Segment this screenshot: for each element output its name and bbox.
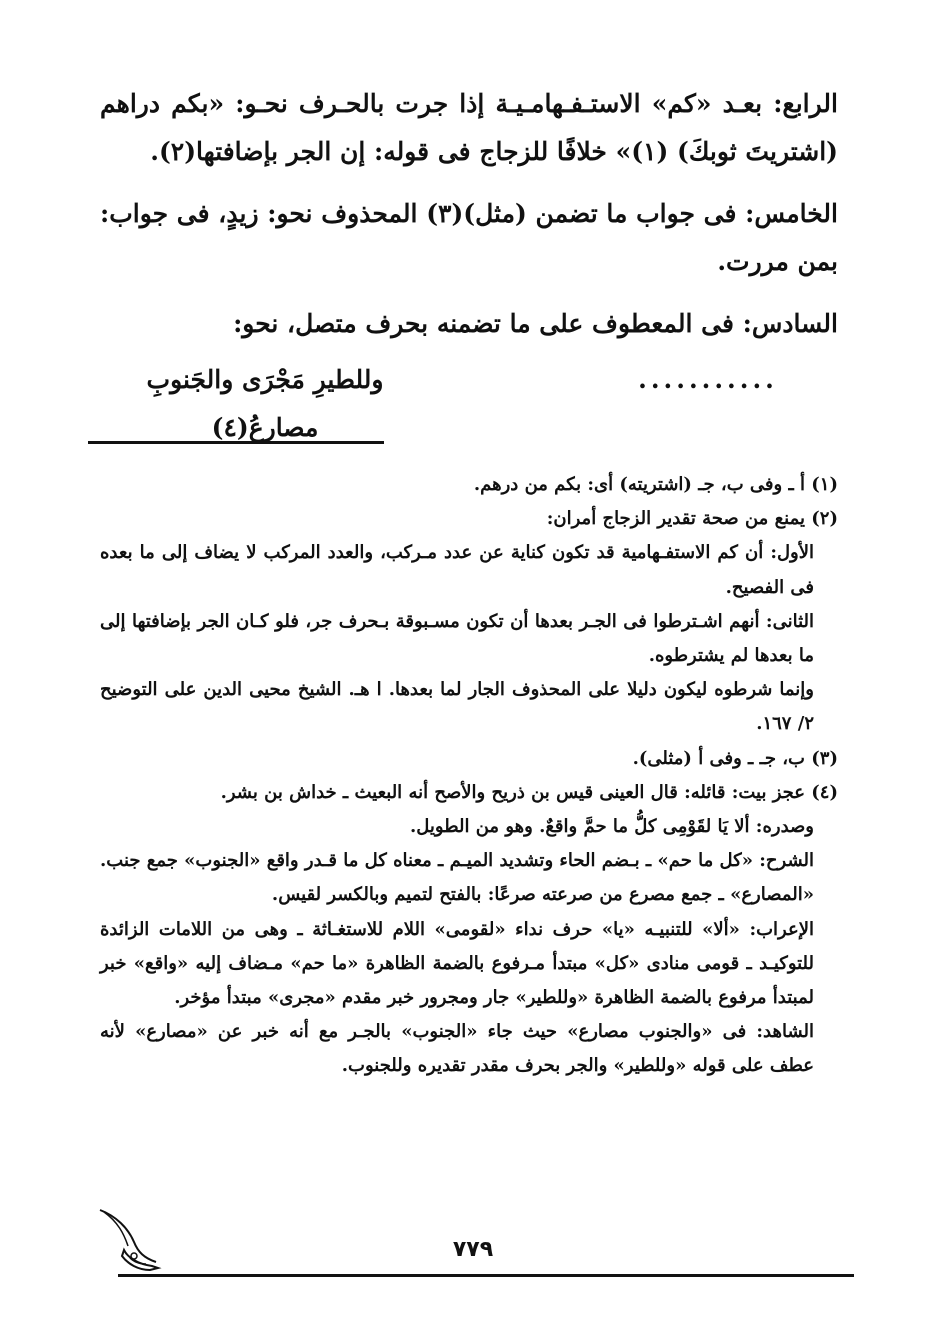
footnote-1: (١) أ ـ وفى ب، جـ (اشتريته) أى: بكم من درهم.: [473, 474, 838, 495]
footnotes: [100, 468, 838, 1084]
main-text: [100, 80, 838, 452]
footer-rule: [118, 1274, 854, 1277]
footnote-2-second: الثانى: أنهم اشـترطوا فى الجـر بعدها أن تكون مسـبوقة بـحرف جر، فلو كـان الجر بإضافتها إلى ما بعدها لم يشترطوه.: [100, 610, 814, 667]
footnote-2-first: الأول: أن كم الاستفـهامية قد تكون كناية عن عدد مـركب، والعدد المركب لا يضاف إلى ما بعده فى الفصيح.: [100, 542, 814, 598]
footnote-2-conclusion: وإنما شرطوه ليكون دليلا على المحذوف الجار لما بعدها. ا هـ. الشيخ محيى الدين على التوضيح ٢/ ١٦٧.: [100, 679, 814, 735]
footnote-4-parsing: الإعراب: «ألا» للتنبيـه «يا» حرف نداء «لقومى» اللام للاستغـاثة ـ وهى من اللامات الزائدة للتوكيـد ـ قومى منادى «كل» مبتدأ مـرفوع بالضمة الظاهرة «ما حم» مـضاف إليه «واقع» خبر لمبتدأ مرفوع بالضمة الظاهرة «وللطير» جار ومجرور خبر مقدم «مجرى» مبتدأ مؤخر.: [100, 918, 814, 1009]
footnote-4: (٤) عجز بيت: قائله: قال العينى قيس بن ذريح والأصح أنه البعيث ـ خداش بن بشر.: [220, 781, 838, 803]
footnote-4-first-hemistich: وصدره: ألا يَا لقَوْمِى كلُّ ما حمَّ واقعٌ. وهو من الطويل.: [409, 816, 814, 838]
footnote-separator: [88, 441, 384, 444]
quill-hand-ornament-icon: [94, 1206, 164, 1272]
page-number: ٧٧٩: [452, 1237, 494, 1262]
paragraph-sixth: السادس: فى المعطوف على ما تضمنه بحرف متصل، نحو:: [233, 309, 838, 338]
paragraph-fourth: الرابع: بعـد «كم» الاستـفـهامـيـة إذا جرت بالحـرف نحـو: «بكم دراهم (اشتريتَ ثوبكَ) (١)» خلافًا للزجاج فى قوله: إن الجر بإضافتها(٢).: [100, 89, 838, 166]
footnote-4-evidence: الشاهد: فى «والجنوب مصارع» حيث جاء «الجنوب» بالجـر مع أنه خبر عن «مصارع» لأنه عطف على قوله «وللطير» والجر بحرف مقدر تقديره وللجنوب.: [100, 1021, 814, 1077]
footnote-4-explanation: الشرح: «كل ما حم» ـ بـضم الحاء وتشديد الميـم ـ معناه كل ما قـدر واقع «الجنوب» جمع جنب. «المصارع» ـ جمع مصرع من صرعته صرعًا: بالفتح لتميم وبالكسر لقيس.: [100, 850, 814, 906]
paragraph-fifth: الخامس: فى جواب ما تضمن (مثل)(٣) المحذوف نحو: زيدٍ، فى جواب: بمن مررت.: [100, 199, 838, 276]
footnote-3: (٣) ب، جـ ـ وفى أ (مثلى).: [632, 747, 838, 769]
verse-second-hemistich: وللطيرِ مَجْرَى والجَنوبِ مصارعُ(٤): [146, 365, 384, 442]
footnote-2: (٢) يمنع من صحة تقدير الزجاج أمران:: [546, 508, 838, 530]
verse-line: [100, 356, 838, 452]
verse-first-hemistich: ...........: [638, 365, 778, 394]
